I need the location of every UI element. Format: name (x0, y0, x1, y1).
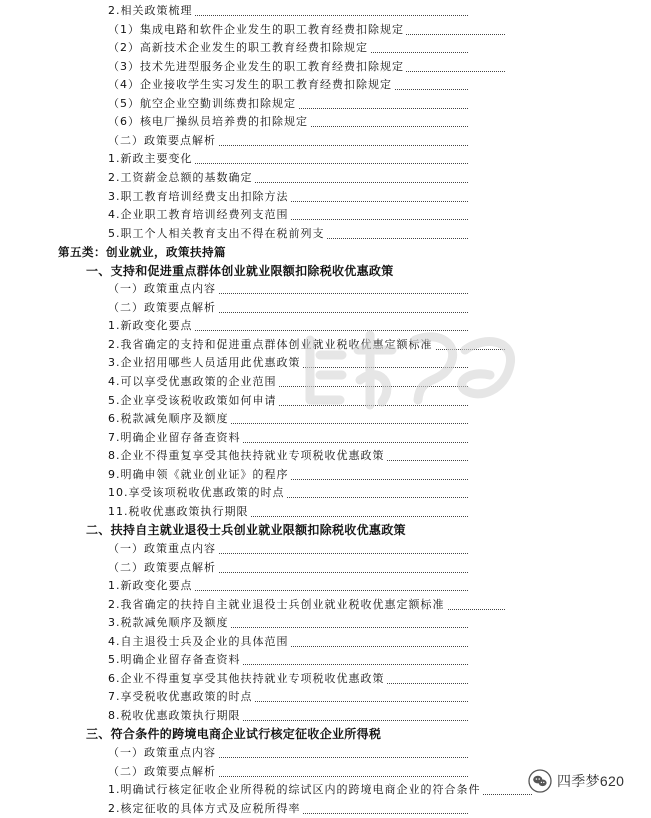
toc-entry-level-3[interactable] (108, 280, 468, 298)
toc-entry-level-4[interactable] (108, 707, 468, 725)
toc-entry-level-4[interactable] (108, 447, 468, 465)
toc-entry-level-4[interactable] (108, 188, 468, 206)
toc-entry-level-2[interactable] (86, 521, 440, 539)
toc-entry-level-3[interactable] (108, 132, 468, 150)
toc-entry-text: （二）政策要点解析 (108, 764, 216, 778)
toc-entry-level-4[interactable] (108, 150, 468, 168)
toc-entry-level-1[interactable] (58, 243, 406, 261)
toc-entry-level-4[interactable] (108, 429, 468, 447)
toc-entry-text: （4）企业接收学生实习发生的职工教育经费扣除规定 (108, 78, 392, 92)
toc-entry-text: 1.新政主要变化 (108, 152, 193, 166)
toc-entry-text: （一）政策重点内容 (108, 541, 216, 555)
toc-entry-level-4[interactable] (108, 39, 468, 57)
toc-entry-text: 2.我省确定的扶持自主就业退役士兵创业就业税收优惠定额标准 (108, 597, 445, 611)
toc-entry-text: （二）政策要点解析 (108, 560, 216, 574)
toc-entry-text: （2）高新技术企业发生的职工教育经费扣除规定 (108, 41, 368, 55)
toc-entry-level-4[interactable] (108, 466, 468, 484)
toc-entry-text: 5.企业享受该税收政策如何申请 (108, 393, 277, 407)
toc-entry-text: 6.税款减免顺序及额度 (108, 412, 229, 426)
toc-entry-text: （一）政策重点内容 (108, 746, 216, 759)
toc-entry-text: 7.明确企业留存备查资料 (108, 430, 241, 444)
toc-entry-level-4[interactable] (108, 503, 468, 521)
toc-entry-level-4[interactable] (108, 2, 468, 20)
toc-entry-level-4[interactable] (108, 781, 532, 799)
toc-entry-level-4[interactable] (108, 596, 505, 614)
toc-entry-text: 5.职工个人相关教育支出不得在税前列支 (108, 226, 325, 240)
toc-entry-text: 5.明确企业留存备查资料 (108, 653, 241, 667)
toc-entry-level-4[interactable] (108, 670, 468, 688)
toc-entry-level-3[interactable] (108, 559, 468, 577)
toc-entry-text: 3.税款减免顺序及额度 (108, 616, 229, 630)
toc-entry-text: 8.税收优惠政策执行期限 (108, 708, 241, 722)
toc-entry-level-4[interactable] (108, 169, 468, 187)
toc-entry-level-4[interactable] (108, 76, 468, 94)
toc-entry-text: 2.我省确定的支持和促进重点群体创业就业税收优惠定额标准 (108, 337, 433, 351)
toc-entry-text: 4.可以享受优惠政策的企业范围 (108, 375, 277, 388)
toc-entry-level-4[interactable] (108, 95, 468, 113)
toc-entry-level-3[interactable] (108, 763, 468, 781)
toc-entry-level-2[interactable] (86, 262, 440, 280)
toc-entry-text: 2.相关政策梳理 (108, 4, 193, 17)
toc-entry-text: 第五类：创业就业，政策扶持篇 (58, 245, 226, 260)
toc-entry-level-3[interactable] (108, 540, 468, 558)
toc-entry-text: 10.享受该项税收优惠政策的时点 (108, 486, 285, 500)
toc-entry-level-4[interactable] (108, 225, 468, 243)
toc-entry-text: 一、支持和促进重点群体创业就业限额扣除税收优惠政策 (86, 263, 394, 278)
toc-entry-text: （3）技术先进型服务企业发生的职工教育经费扣除规定 (108, 59, 404, 73)
toc-entry-level-4[interactable] (108, 633, 468, 651)
toc-entry-level-4[interactable] (108, 651, 468, 669)
toc-entry-text: 1.新政变化要点 (108, 579, 193, 593)
toc-entry-level-4[interactable] (108, 484, 468, 502)
toc-entry-level-2[interactable] (86, 725, 440, 743)
toc-entry-text: 7.享受税收优惠政策的时点 (108, 690, 253, 704)
toc-entry-text: 2.工资薪金总额的基数确定 (108, 170, 253, 184)
toc-entry-text: 6.企业不得重复享受其他扶持就业专项税收优惠政策 (108, 671, 385, 685)
toc-entry-text: （1）集成电路和软件企业发生的职工教育经费扣除规定 (108, 22, 404, 36)
toc-entry-text: 3.职工教育培训经费支出扣除方法 (108, 189, 289, 203)
toc-entry-level-4[interactable] (108, 113, 468, 131)
toc-entry-level-4[interactable] (108, 577, 468, 595)
toc-entry-text: 二、扶持自主就业退役士兵创业就业限额扣除税收优惠政策 (86, 523, 406, 538)
toc-entry-level-3[interactable] (108, 744, 468, 762)
toc-entry-text: 1.明确试行核定征收企业所得税的综试区内的跨境电商企业的符合条件 (108, 783, 481, 797)
toc-entry-level-3[interactable] (108, 299, 468, 317)
toc-entry-text: 4.企业职工教育培训经费列支范围 (108, 208, 289, 222)
toc-entry-level-4[interactable] (108, 688, 468, 706)
toc-entry-text: 3.企业招用哪些人员适用此优惠政策 (108, 356, 301, 370)
toc-entry-text: （一）政策重点内容 (108, 282, 216, 296)
toc-entry-text: 11.税收优惠政策执行期限 (108, 504, 249, 518)
toc-entry-text: 4.自主退役士兵及企业的具体范围 (108, 634, 289, 648)
toc-entry-text: （5）航空企业空勤训练费扣除规定 (108, 96, 296, 110)
toc-entry-level-4[interactable] (108, 206, 468, 224)
toc-entry-text: 三、符合条件的跨境电商企业试行核定征收企业所得税 (86, 727, 382, 742)
toc-entry-text: 8.企业不得重复享受其他扶持就业专项税收优惠政策 (108, 449, 385, 463)
watermark-logo-icon (300, 320, 530, 420)
toc-entry-text: 9.明确申领《就业创业证》的程序 (108, 467, 289, 481)
toc-entry-text: （二）政策要点解析 (108, 133, 216, 147)
toc-entry-text: 1.新政变化要点 (108, 319, 193, 333)
toc-entry-level-4[interactable] (108, 614, 468, 632)
wechat-account-badge (528, 768, 624, 794)
toc-entry-level-4[interactable] (108, 58, 505, 76)
toc-entry-level-4[interactable] (108, 800, 468, 818)
toc-entry-text: 2.核定征收的具体方式及应税所得率 (108, 801, 301, 815)
wechat-icon (528, 769, 552, 793)
toc-entry-level-4[interactable] (108, 21, 505, 39)
toc-entry-text: （二）政策要点解析 (108, 300, 216, 314)
wechat-account-name: 四季梦620 (557, 773, 625, 789)
toc-entry-text: （6）核电厂操纵员培养费的扣除规定 (108, 115, 308, 129)
